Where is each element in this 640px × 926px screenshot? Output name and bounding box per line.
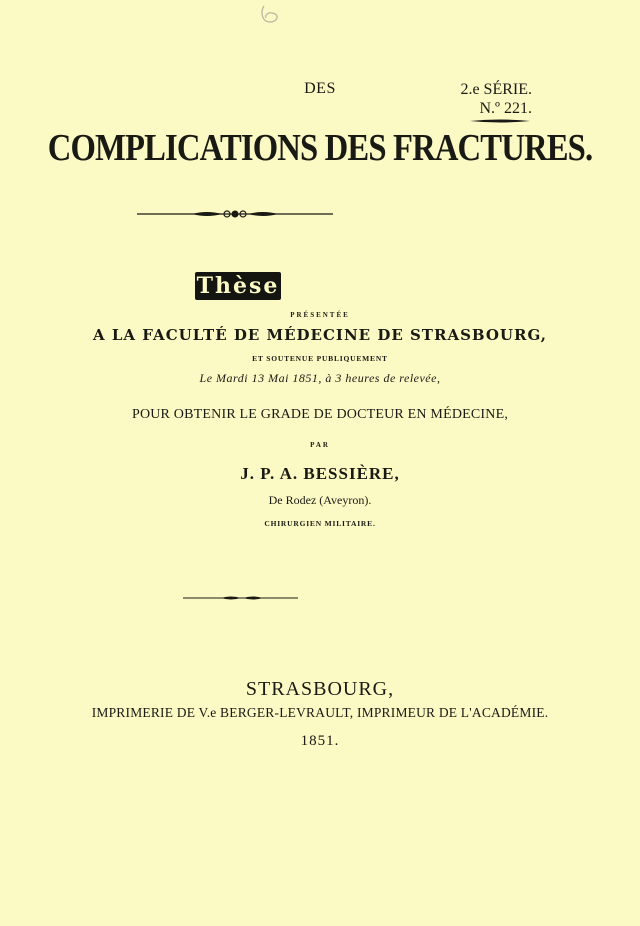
faculty-line: A LA FACULTÉ DE MÉDECINE DE STRASBOURG, [93,326,547,344]
thesis-heading: Thèse [196,273,280,299]
series-number: N.º 221. [479,100,532,117]
main-title: COMPLICATIONS DES FRACTURES. [47,127,593,169]
by-label: PAR [310,441,330,449]
series-label: 2.e SÉRIE. [460,81,532,98]
imprint-printer: IMPRIMERIE DE V.e BERGER-LEVRAULT, IMPRIMEUR DE L'ACADÉMIE. [91,705,549,720]
defense-date: Le Mardi 13 Mai 1851, à 3 heures de relevée, [199,371,441,385]
imprint-year: 1851. [300,733,340,749]
defended-label: ET SOUTENUE PUBLIQUEMENT [252,354,388,363]
ornament-divider [137,208,333,220]
ornament-divider-small [183,593,298,603]
imprint-city: STRASBOURG, [245,678,395,700]
presented-label: PRÉSENTÉE [290,311,350,319]
pencil-mark-icon [258,2,284,28]
title-prefix: DES [304,80,336,97]
author-origin: De Rodez (Aveyron). [268,493,372,507]
degree-line: POUR OBTENIR LE GRADE DE DOCTEUR EN MÉDECINE, [131,407,509,422]
author-role: CHIRURGIEN MILITAIRE. [264,519,376,528]
author-name: J. P. A. BESSIÈRE, [240,464,400,483]
series-rule [470,118,530,124]
